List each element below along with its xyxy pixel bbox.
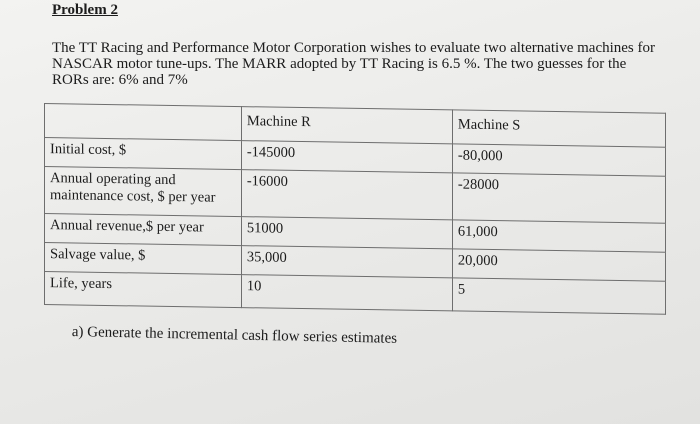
machine-s-value: 61,000 — [452, 220, 665, 252]
machine-r-value: 10 — [241, 275, 452, 311]
row-label: Annual revenue,$ per year — [45, 214, 242, 246]
machine-r-value: 35,000 — [241, 246, 452, 278]
row-label: Initial cost, $ — [45, 138, 242, 170]
machine-r-value: -16000 — [241, 170, 452, 220]
row-label: Annual operating and maintenance cost, $ per year — [45, 167, 242, 217]
header-machine-s: Machine S — [452, 110, 665, 147]
machine-comparison-table — [44, 103, 666, 315]
row-label: Salvage value, $ — [45, 243, 242, 275]
row-label: Life, years — [45, 272, 242, 308]
problem-intro: The TT Racing and Performance Motor Corporation wishes to evaluate two alternative machines for NASCAR motor tune-ups. The MARR adopted by TT Racing is 6.5 %. The two guesses for the RORs are: 6% and 7% — [52, 40, 656, 88]
header-machine-r: Machine R — [241, 107, 452, 144]
machine-r-value: -145000 — [241, 141, 452, 173]
question-a: a) Generate the incremental cash flow series estimates — [71, 324, 398, 347]
header-empty-cell — [45, 104, 242, 141]
machine-s-value: 5 — [452, 278, 665, 314]
problem-heading: Problem 2 — [52, 2, 118, 18]
machine-s-value: -80,000 — [452, 144, 665, 176]
machine-s-value: -28000 — [452, 173, 665, 223]
machine-s-value: 20,000 — [452, 249, 665, 281]
machine-r-value: 51000 — [241, 217, 452, 249]
